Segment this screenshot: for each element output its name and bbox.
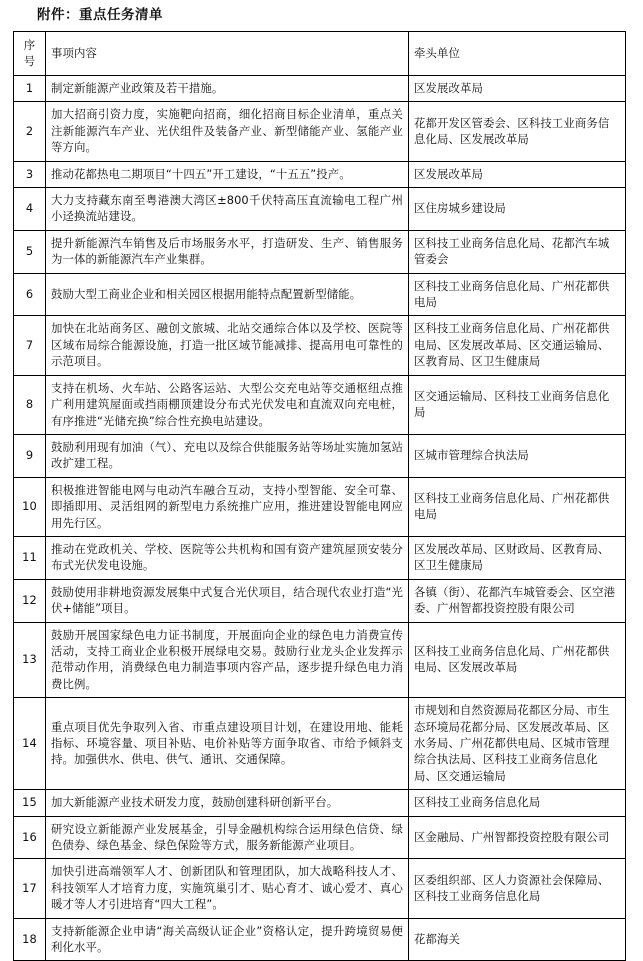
table-row (14, 102, 626, 161)
page-title: 附件：重点任务清单 (37, 7, 163, 23)
row-number-cell: 10 (14, 477, 46, 536)
table-row (14, 161, 626, 187)
row-item-content-cell: 重点项目优先争取列入省、市重点建设项目计划，在建设用地、能耗指标、环境容量、项目补贴、电价补贴等方面争取省、市给予倾斜支持。加强供水、供电、供气、通讯、交通保障。 (46, 698, 409, 790)
table-row (14, 230, 626, 273)
row-number-cell: 8 (14, 375, 46, 434)
row-item-content-cell: 鼓励开展国家绿色电力证书制度，开展面向企业的绿色电力消费宣传活动，支持工商业企业积极开展绿电交易。鼓励行业龙头企业发挥示范带动作用，消费绿色电力制造事项内容产品，逐步提升绿色电力消费比例。 (46, 622, 409, 698)
row-lead-unit-cell: 花都海关 (409, 918, 626, 961)
row-item-content-cell: 鼓励大型工商业企业和相关园区根据用能特点配置新型储能。 (46, 273, 409, 316)
row-item-content-cell: 加快在北站商务区、融创文旅城、北站交通综合体以及学校、医院等区域布局综合能源设施，打造一批区域节能减排、提高用电可靠性的示范项目。 (46, 316, 409, 375)
row-item-content-cell: 鼓励使用非耕地资源发展集中式复合光伏项目，结合现代农业打造“光伏+储能”项目。 (46, 579, 409, 622)
task-table (13, 31, 626, 961)
table-row (14, 76, 626, 102)
row-number-cell: 6 (14, 273, 46, 316)
table-row (14, 859, 626, 918)
row-item-content-cell: 制定新能源产业政策及若干措施。 (46, 76, 409, 102)
table-row (14, 816, 626, 859)
table-row (14, 579, 626, 622)
row-lead-unit-cell: 区交通运输局、区科技工业商务信息化局 (409, 375, 626, 434)
row-lead-unit-cell: 区科技工业商务信息化局、广州花都供电局 (409, 273, 626, 316)
row-lead-unit-cell: 花都开发区管委会、区科技工业商务信息化局、区发展改革局 (409, 102, 626, 161)
column-header-no (14, 32, 46, 76)
column-header-no-line1: 序 (23, 37, 36, 52)
row-item-content-cell: 加大招商引资力度，实施靶向招商，细化招商目标企业清单，重点关注新能源汽车产业、光伏组件及装备产业、新型储能产业、氢能产业等方向。 (46, 102, 409, 161)
row-number-cell: 17 (14, 859, 46, 918)
row-number-cell: 11 (14, 536, 46, 579)
row-lead-unit-cell: 区发展改革局 (409, 76, 626, 102)
table-row (14, 316, 626, 375)
row-lead-unit-cell: 区科技工业商务信息化局、广州花都供电局、区发展改革局 (409, 622, 626, 698)
row-lead-unit-cell: 区住房城乡建设局 (409, 188, 626, 231)
row-lead-unit-cell: 区委组织部、区人力资源社会保障局、区科技工业商务信息化局 (409, 859, 626, 918)
row-number-cell: 5 (14, 230, 46, 273)
table-row (14, 790, 626, 816)
row-number-cell: 14 (14, 698, 46, 790)
row-item-content-cell: 加大新能源产业技术研发力度，鼓励创建科研创新平台。 (46, 790, 409, 816)
row-number-cell: 2 (14, 102, 46, 161)
row-item-content-cell: 提升新能源汽车销售及后市场服务水平，打造研发、生产、销售服务为一体的新能源汽车产业集群。 (46, 230, 409, 273)
column-header-item: 事项内容 (46, 32, 409, 76)
table-row (14, 536, 626, 579)
row-item-content-cell: 研究设立新能源产业发展基金，引导金融机构综合运用绿色信贷、绿色债券、绿色基金、绿色保险等方式，服务新能源产业项目。 (46, 816, 409, 859)
row-lead-unit-cell: 区科技工业商务信息化局、花都汽车城管委会 (409, 230, 626, 273)
table-row (14, 188, 626, 231)
row-lead-unit-cell: 区发展改革局、区财政局、区教育局、区卫生健康局 (409, 536, 626, 579)
row-number-cell: 3 (14, 161, 46, 187)
row-lead-unit-cell: 市规划和自然资源局花都区分局、市生态环境局花都分局、区发展改革局、区水务局、广州花都供电局、区城市管理综合执法局、区科技工业商务信息化局、区交通运输局 (409, 698, 626, 790)
row-number-cell: 13 (14, 622, 46, 698)
row-lead-unit-cell: 区金融局、广州智都投资控股有限公司 (409, 816, 626, 859)
row-number-cell: 9 (14, 434, 46, 477)
table-header (14, 32, 626, 76)
row-lead-unit-cell: 各镇（街）、花都汽车城管委会、区空港委、广州智都投资控股有限公司 (409, 579, 626, 622)
row-item-content-cell: 支持在机场、火车站、公路客运站、大型公交充电站等交通枢纽点推广利用建筑屋面或挡雨棚顶建设分布式光伏发电和直流双向充电桩，有序推进“光储充换”综合性充换电站建设。 (46, 375, 409, 434)
row-number-cell: 1 (14, 76, 46, 102)
row-number-cell: 12 (14, 579, 46, 622)
row-lead-unit-cell: 区发展改革局 (409, 161, 626, 187)
row-number-cell: 16 (14, 816, 46, 859)
table-body (14, 76, 626, 961)
row-number-cell: 18 (14, 918, 46, 961)
table-row (14, 434, 626, 477)
row-item-content-cell: 鼓励利用现有加油（气）、充电以及综合供能服务站等场址实施加氢站改扩建工程。 (46, 434, 409, 477)
table-row (14, 375, 626, 434)
row-number-cell: 15 (14, 790, 46, 816)
table-row (14, 273, 626, 316)
row-item-content-cell: 积极推进智能电网与电动汽车融合互动，支持小型智能、安全可靠、即插即用、灵活组网的新型电力系统推广应用，推进建设智能电网应用先行区。 (46, 477, 409, 536)
row-item-content-cell: 推动在党政机关、学校、医院等公共机构和国有资产建筑屋顶安装分布式光伏发电设施。 (46, 536, 409, 579)
table-row (14, 622, 626, 698)
row-item-content-cell: 大力支持藏东南至粤港澳大湾区±800千伏特高压直流输电工程广州小迳换流站建设。 (46, 188, 409, 231)
column-header-no-line2: 号 (23, 54, 36, 68)
table-row (14, 698, 626, 790)
row-item-content-cell: 支持新能源企业申请“海关高级认证企业”资格认定，提升跨境贸易便利化水平。 (46, 918, 409, 961)
table-header-row (14, 32, 626, 76)
row-number-cell: 7 (14, 316, 46, 375)
row-item-content-cell: 加快引进高端领军人才、创新团队和管理团队，加大战略科技人才、科技领军人才培育力度，实施筑巢引才、贴心育才、诚心爱才、真心暖才等人才引进培育“四大工程”。 (46, 859, 409, 918)
column-header-unit: 牵头单位 (409, 32, 626, 76)
row-lead-unit-cell: 区科技工业商务信息化局 (409, 790, 626, 816)
row-lead-unit-cell: 区城市管理综合执法局 (409, 434, 626, 477)
row-lead-unit-cell: 区科技工业商务信息化局、广州花都供电局 (409, 477, 626, 536)
row-number-cell: 4 (14, 188, 46, 231)
row-item-content-cell: 推动花都热电二期项目“十四五”开工建设，“十五五”投产。 (46, 161, 409, 187)
table-row (14, 918, 626, 961)
row-lead-unit-cell: 区科技工业商务信息化局、广州花都供电局、区发展改革局、区交通运输局、区教育局、区卫生健康局 (409, 316, 626, 375)
table-row (14, 477, 626, 536)
task-table-container (13, 31, 625, 961)
